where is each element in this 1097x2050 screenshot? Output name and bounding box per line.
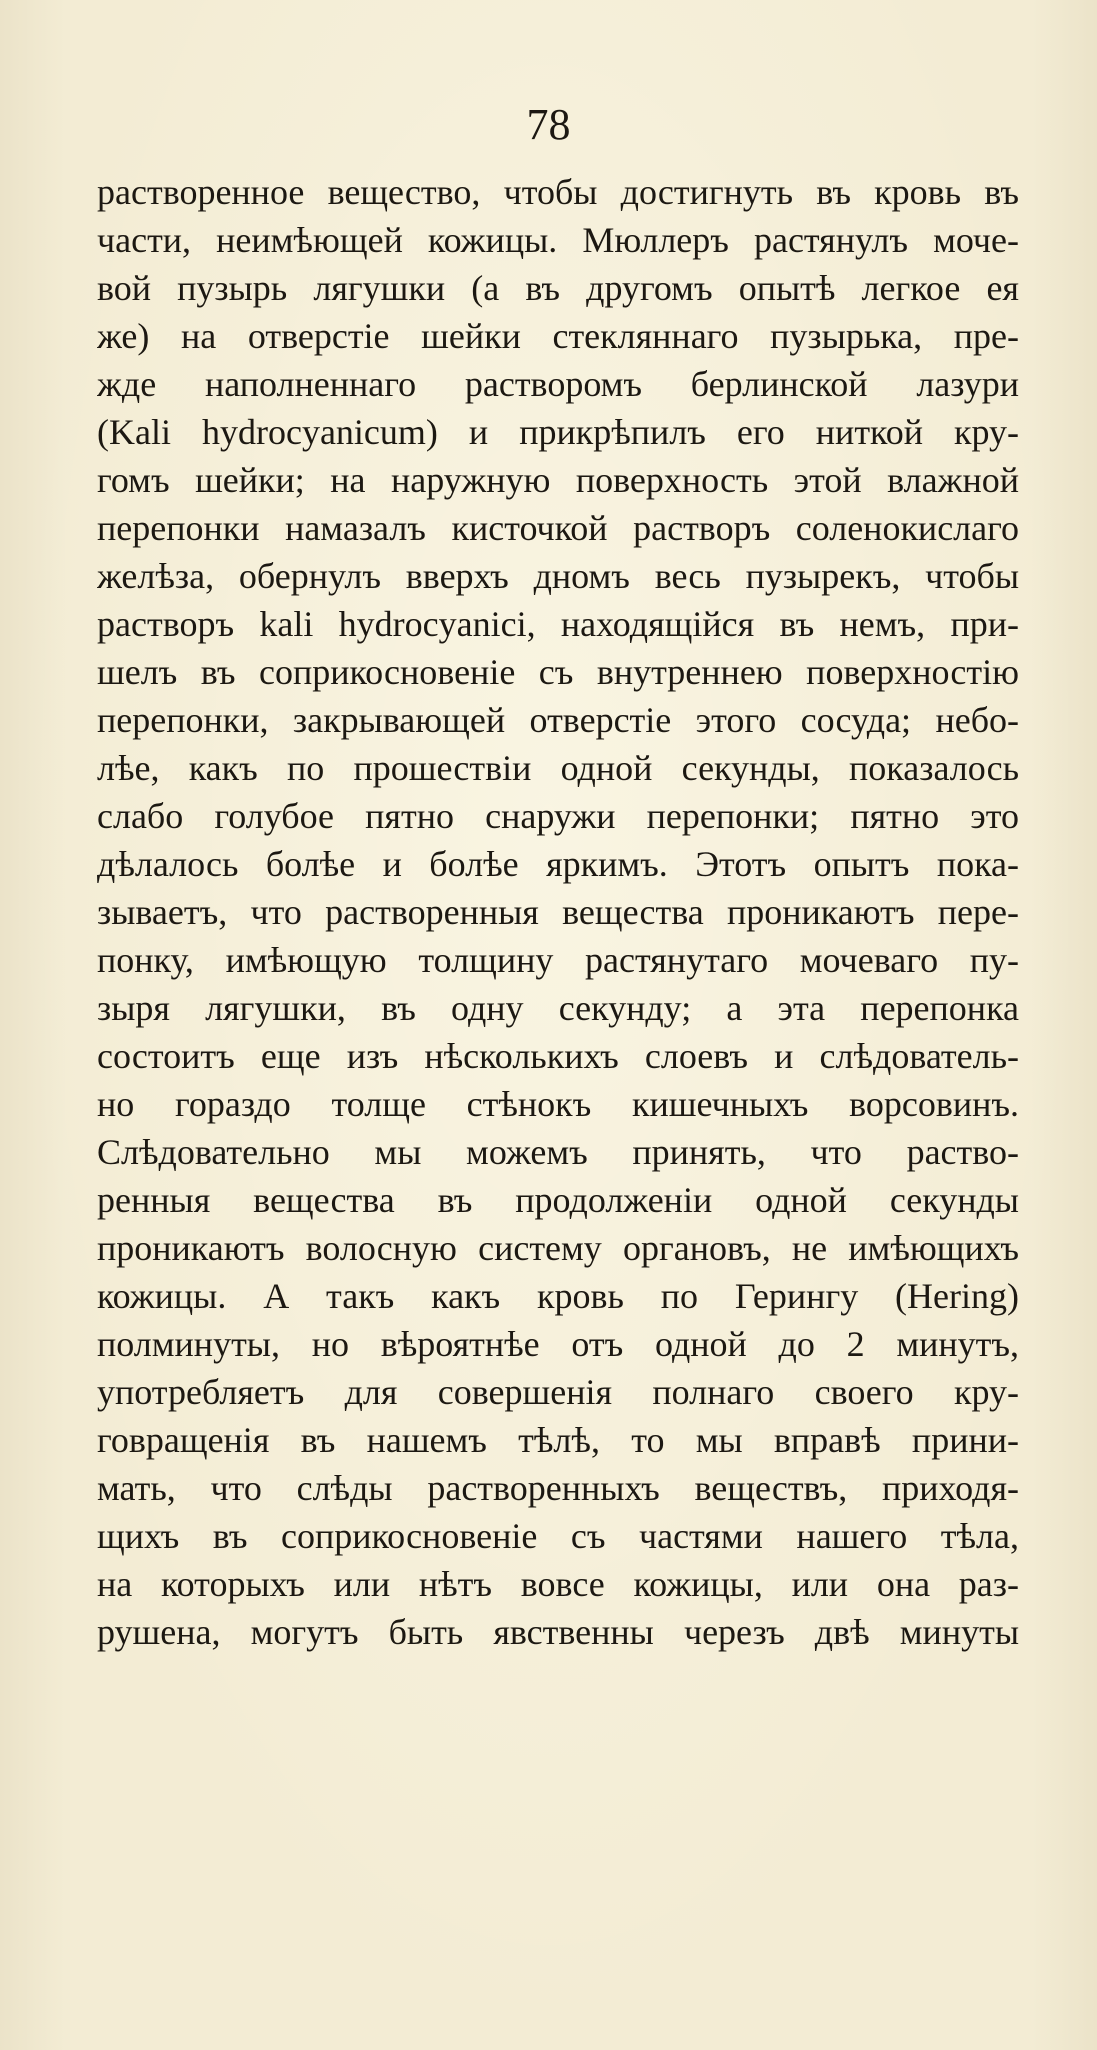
page-number: 78: [526, 100, 571, 149]
text-line: рушена, могутъ быть явственны черезъ двѣ минуты: [97, 1612, 1019, 1652]
text-line: жде наполненнаго растворомъ берлинской лазури: [97, 364, 1019, 404]
text-line: части, неимѣющей кожицы. Мюллеръ растянулъ моче-: [97, 220, 1019, 260]
text-line: употребляетъ для совершенія полнаго своего кру-: [97, 1372, 1019, 1412]
text-line: желѣза, обернулъ вверхъ дномъ весь пузырекъ, чтобы: [97, 556, 1019, 596]
text-line: лѣе, какъ по прошествіи одной секунды, показалось: [97, 748, 1019, 788]
text-line: перепонки, закрывающей отверстіе этого сосуда; небо-: [97, 700, 1019, 740]
text-line: говращенія въ нашемъ тѣлѣ, то мы вправѣ прини-: [97, 1420, 1019, 1460]
text-line: слабо голубое пятно снаружи перепонки; пятно это: [97, 796, 1019, 836]
text-line: перепонки намазалъ кисточкой растворъ соленокислаго: [97, 508, 1019, 548]
text-line: дѣлалось болѣе и болѣе яркимъ. Этотъ опытъ пока-: [97, 844, 1019, 884]
text-line: Слѣдовательно мы можемъ принять, что раство-: [97, 1132, 1019, 1172]
text-line: гомъ шейки; на наружную поверхность этой влажной: [97, 460, 1019, 500]
body-text: [97, 168, 1019, 1656]
text-line: на которыхъ или нѣтъ вовсе кожицы, или она раз-: [97, 1564, 1019, 1604]
text-line: (Kali hydrocyanicum) и прикрѣпилъ его ниткой кру-: [97, 412, 1019, 452]
text-line: вой пузырь лягушки (а въ другомъ опытѣ легкое ея: [97, 268, 1019, 308]
text-line: но гораздо толще стѣнокъ кишечныхъ ворсовинъ.: [97, 1084, 1019, 1124]
text-line: мать, что слѣды растворенныхъ веществъ, приходя-: [97, 1468, 1019, 1508]
text-line: состоитъ еще изъ нѣсколькихъ слоевъ и слѣдователь-: [97, 1036, 1019, 1076]
text-line: зыря лягушки, въ одну секунду; а эта перепонка: [97, 988, 1019, 1028]
text-line: зываетъ, что растворенныя вещества проникаютъ пере-: [97, 892, 1019, 932]
text-line: ренныя вещества въ продолженіи одной секунды: [97, 1180, 1019, 1220]
text-line: же) на отверстіе шейки стекляннаго пузырька, пре-: [97, 316, 1019, 356]
text-line: понку, имѣющую толщину растянутаго мочеваго пу-: [97, 940, 1019, 980]
text-line: растворъ kali hydrocyanici, находящійся въ немъ, при-: [97, 604, 1019, 644]
text-line: щихъ въ соприкосновеніе съ частями нашего тѣла,: [97, 1516, 1019, 1556]
text-line: шелъ въ соприкосновеніе съ внутреннею поверхностію: [97, 652, 1019, 692]
text-line: растворенное вещество, чтобы достигнуть въ кровь въ: [97, 172, 1019, 212]
text-line: полминуты, но вѣроятнѣе отъ одной до 2 минутъ,: [97, 1324, 1019, 1364]
text-line: кожицы. А такъ какъ кровь по Герингу (Hering): [97, 1276, 1019, 1316]
text-line: проникаютъ волосную систему органовъ, не имѣющихъ: [97, 1228, 1019, 1268]
